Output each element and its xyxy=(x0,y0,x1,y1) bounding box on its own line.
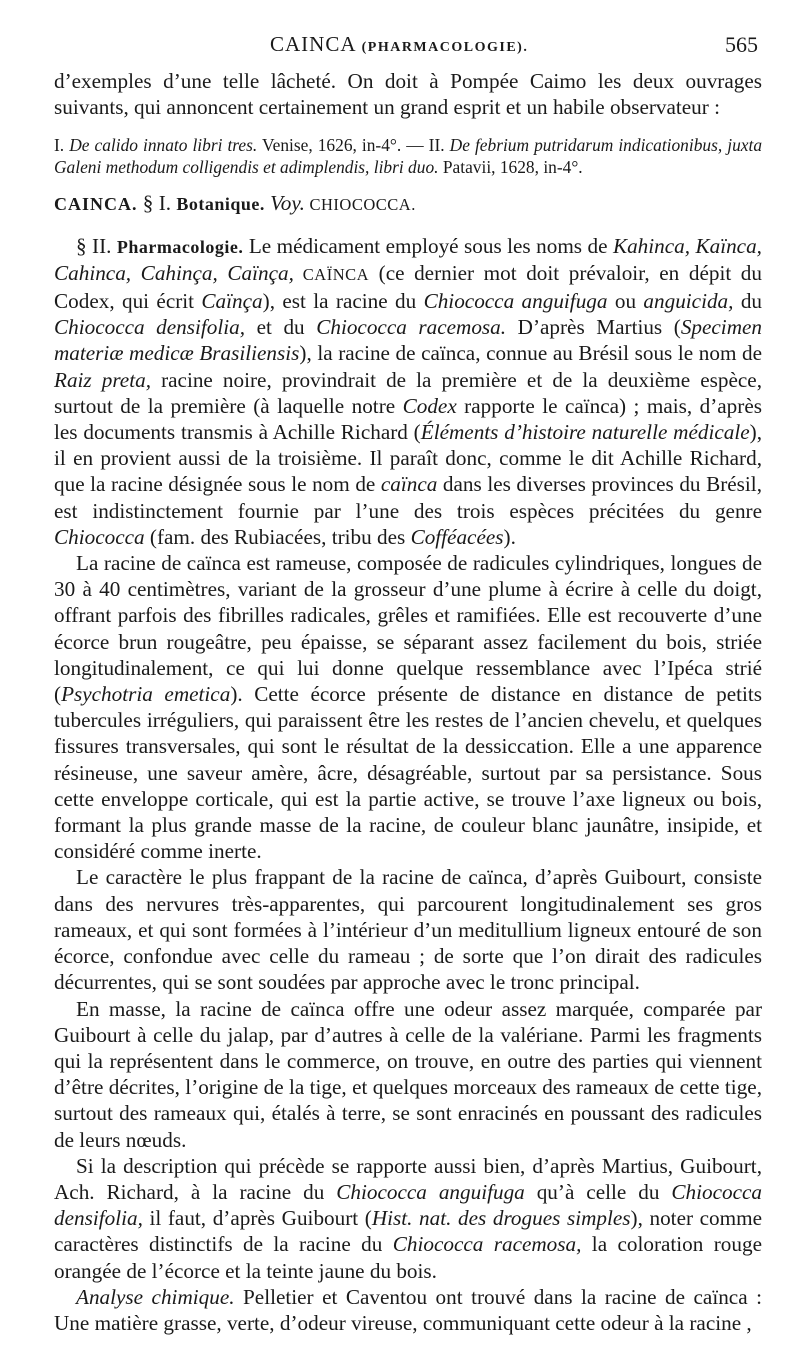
text-span: ). xyxy=(503,524,516,549)
section-title: Pharmacologie. xyxy=(116,236,244,257)
cross-ref-target: CHIOCOCCA. xyxy=(304,195,416,215)
biblio-title-1: De calido innato libri tres. xyxy=(69,135,258,156)
text-span: (fam. des Rubiacées, tribu des xyxy=(144,524,411,549)
text-span: Pelletier et Caventou ont trouvé dans la racine de caïnca : Une matière grasse, verte, d’odeur vireuse, communiquant cette odeur à la racine , xyxy=(54,1284,762,1335)
text-italic: Chiococca densifolia, xyxy=(54,1179,762,1231)
text-span: (ce dernier mot doit prévaloir, en dépit du Codex, qui écrit xyxy=(54,260,762,314)
biblio-title-2: De febrium putridarum indicationibus, juxta Galeni methodum colligendis et adimplendis, libri duo. xyxy=(54,135,763,178)
section-title: Botanique. xyxy=(176,194,265,215)
text-italic: Analyse chimique. xyxy=(76,1284,235,1309)
text-italic: caïnca xyxy=(380,472,438,497)
text-italic: anguicida, xyxy=(643,289,734,314)
text-span: rapporte le caïnca) ; mais, d’après les documents transmis à Achille Richard ( xyxy=(54,393,762,445)
text-span: du xyxy=(733,289,763,314)
text-span: qu’à celle du xyxy=(524,1179,672,1204)
entry-heading: CAINCA. xyxy=(54,194,138,215)
cross-ref-voy: Voy. xyxy=(264,191,305,216)
text-italic: Chiococca racemosa, xyxy=(392,1232,582,1257)
page-number: 565 xyxy=(725,32,758,57)
text-span: Le médicament employé sous les noms de xyxy=(243,233,613,258)
body-text xyxy=(54,68,762,1336)
text-span: dans les diverses provinces du Brésil, est indistinctement fournie par l’une des trois espèces précitées du genre xyxy=(54,472,762,523)
text-italic: Hist. nat. des drogues simples xyxy=(371,1206,631,1231)
paragraph-caractere: Le caractère le plus frappant de la racine de caïnca, d’après Guibourt, consiste dans des nervures très-apparentes, qui parcourent longitudinalement ses gros rameaux, et qui sont formées à l’intérieur d’un meditullium ligneux entouré de son écorce, confondue avec celle du rameau ; de sorte que l’on dirait des radicules décurrentes, qui se sont soudées par approche avec le tronc principal. xyxy=(54,865,762,995)
bibliography-entry xyxy=(54,134,762,178)
paragraph-en-masse: En masse, la racine de caïnca offre une odeur assez marquée, comparée par Guibourt à celle du jalap, par d’autres à celle de la valériane. Parmi les fragments qui la représentent dans le commerce, on trouve, en outre des parties qui viennent d’être décrites, l’origine de la tige, et quelques morceaux des rameaux de cette tige, surtout des rameaux qui, étalés à terre, se sont enracinés en poussant des radicules de leurs nœuds. xyxy=(54,996,762,1152)
text-span: Si la description qui précède se rapporte aussi bien, d’après Martius, Guibourt, Ach. Richard, à la racine du xyxy=(54,1153,762,1204)
text-span: ), il en provient aussi de la troisième. Il paraît donc, comme le dit Achille Richard, que la racine désignée sous le nom de xyxy=(54,420,763,497)
text-span: racine noire, provindrait de la première et de la deuxième espèce, surtout de la première (à laquelle notre xyxy=(54,367,762,418)
paragraph-distinction xyxy=(54,1153,762,1284)
text-span: ou xyxy=(607,289,644,314)
text-italic: Raiz preta, xyxy=(54,367,151,392)
biblio-part: I. xyxy=(54,135,70,156)
text-span: ), est la racine du xyxy=(262,289,424,314)
text-italic: Specimen materiæ medicæ Brasiliensis xyxy=(54,315,762,366)
running-title-main: CAINCA xyxy=(270,32,356,56)
running-title-sub: (PHARMACOLOGIE). xyxy=(361,40,529,55)
paragraph-description xyxy=(54,550,762,864)
text-italic: Chiococca anguifuga xyxy=(423,289,608,314)
text-span: ), la racine de caïnca, connue au Brésil sous le nom de xyxy=(299,341,762,366)
text-italic: Cofféacées xyxy=(410,524,504,549)
text-italic: Kahinca, Kaïnca, Cahinca, Cahinça, Caïnça, xyxy=(54,233,762,285)
text-span: ), noter comme caractères distinctifs de la racine du xyxy=(54,1206,762,1257)
biblio-part: Venise, 1626, in-4°. — II. xyxy=(257,135,450,156)
paragraph-pharmacologie xyxy=(54,233,762,550)
text-italic: Caïnça xyxy=(201,289,263,314)
text-span: La racine de caïnca est rameuse, composée de radicules cylindriques, longues de 30 à 40 centimètres, variant de la grosseur d’une plume à écrire à celle du doigt, offrant parfois des fibrilles radicales, grêles et ramifiées. Elle est recouverte d’une écorce brun rougeâtre, peu épaisse, se séparant assez facilement du bois, striée longitudinalement, ce qui lui donne quelque ressemblance avec l’Ipéca strié ( xyxy=(54,551,762,707)
running-header xyxy=(0,32,800,62)
section-botanique xyxy=(54,190,762,218)
text-italic: Chiococca racemosa. xyxy=(316,315,507,340)
text-italic: Éléments d’histoire naturelle médicale xyxy=(420,420,750,445)
text-span: la coloration rouge orangée de l’écorce et la teinte jaune du bois. xyxy=(54,1232,762,1283)
section-mark: § I. xyxy=(137,191,177,216)
text-italic: Chiococca xyxy=(54,524,145,549)
paragraph-opening: d’exemples d’une telle lâcheté. On doit à Pompée Caimo les deux ouvrages suivants, qui annoncent certainement un grand esprit et un habile observateur : xyxy=(54,69,762,120)
text-italic: Chiococca anguifuga xyxy=(336,1179,525,1204)
text-smallcaps: CAÏNCA xyxy=(293,264,370,284)
text-italic: Psychotria emetica xyxy=(61,682,231,707)
biblio-part: Patavii, 1628, in-4°. xyxy=(438,157,583,178)
paragraph-analyse xyxy=(54,1284,762,1336)
running-title xyxy=(270,32,528,57)
text-italic: Codex xyxy=(402,393,457,418)
text-span: ). Cette écorce présente de distance en distance de petits tubercules irréguliers, qui paraissent être les restes de l’ancien chevelu, et quelques fissures transversales, qui sont le résultat de la dessiccation. Elle a une apparence résineuse, une saveur amère, âcre, désagréable, surtout par sa persistance. Sous cette enveloppe corticale, qui est la partie active, se trouve l’axe ligneux ou bois, formant la plus grande masse de la racine, de couleur blanc jaunâtre, insipide, et considéré comme inerte. xyxy=(54,682,762,864)
text-span: D’après Martius ( xyxy=(506,315,681,340)
text-span: § II. xyxy=(76,233,117,258)
text-italic: Chiococca densifolia, xyxy=(54,315,246,340)
text-span: il faut, d’après Guibourt ( xyxy=(142,1206,372,1231)
text-span: et du xyxy=(245,315,317,340)
